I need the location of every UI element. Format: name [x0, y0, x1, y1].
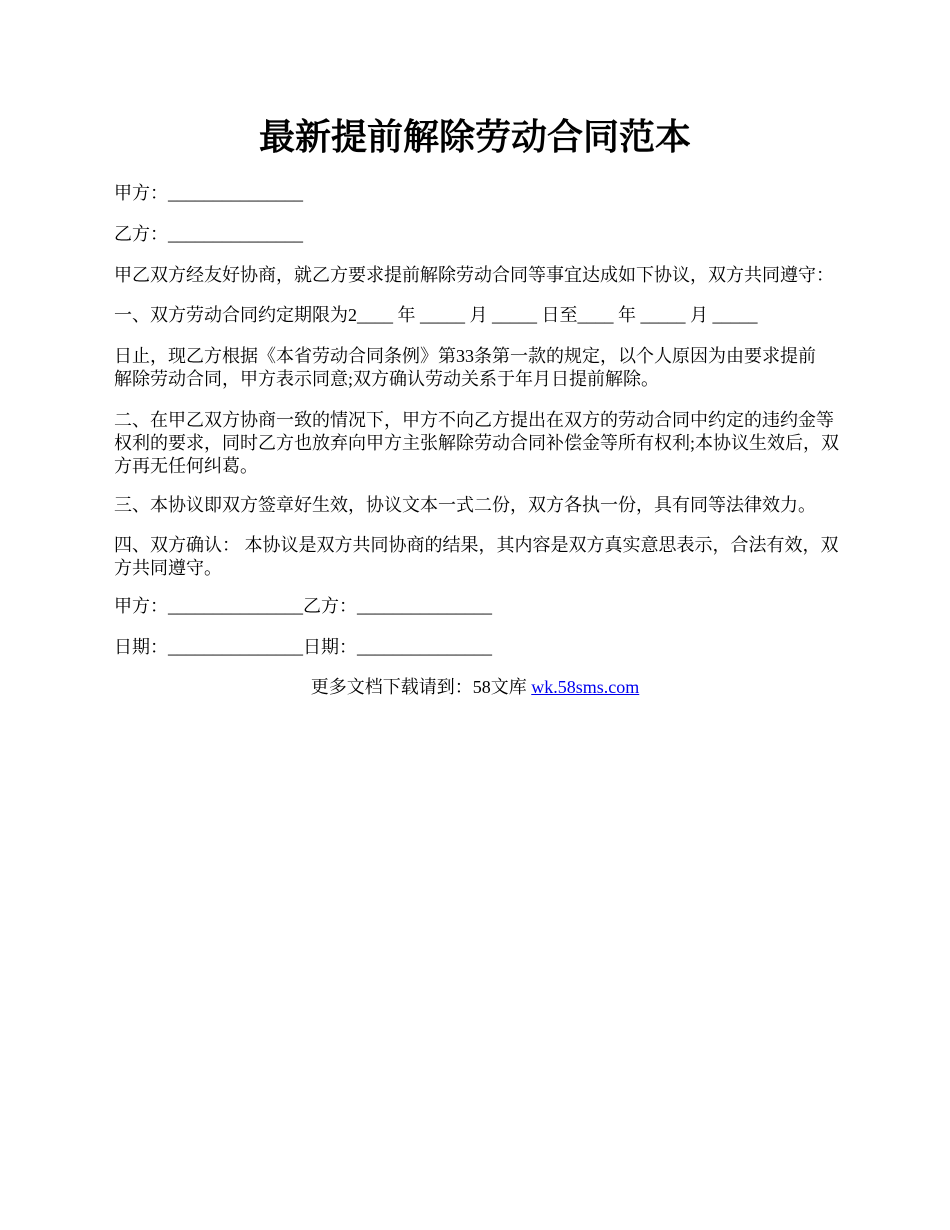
clause-1-line-2: 日止，现乙方根据《本省劳动合同条例》第33条第一款的规定，以个人原因为由要求提前解除劳动合同，甲方表示同意;双方确认劳动关系于年月日提前解除。 [114, 346, 816, 389]
date-line: 日期：_______________日期：_______________ [114, 637, 492, 657]
clause-2-paragraph: 二、在甲乙双方协商一致的情况下，甲方不向乙方提出在双方的劳动合同中约定的违约金等权利的要求，同时乙方也放弃向甲方主张解除劳动合同补偿金等所有权利;本协议生效后，双方再无任何纠葛。 [114, 410, 839, 476]
document-title: 最新提前解除劳动合同范本 [258, 117, 691, 157]
clause-3-paragraph: 三、本协议即双方签章好生效，协议文本一式二份，双方各执一份，具有同等法律效力。 [114, 495, 816, 515]
intro-paragraph: 甲乙双方经友好协商，就乙方要求提前解除劳动合同等事宜达成如下协议，双方共同遵守： [114, 265, 834, 285]
party-b-line: 乙方：_______________ [114, 224, 303, 244]
clause-1-line-1: 一、双方劳动合同约定期限为2____ 年 _____ 月 _____ 日至____ 年 _____ 月 _____ [114, 305, 758, 325]
party-a-line: 甲方：_______________ [114, 183, 303, 203]
footer-link[interactable]: wk.58sms.com [531, 677, 640, 697]
clause-4-paragraph: 四、双方确认： 本协议是双方共同协商的结果，其内容是双方真实意思表示，合法有效，双方共同遵守。 [114, 535, 839, 578]
signature-line: 甲方：_______________乙方：_______________ [114, 596, 492, 616]
footer [0, 676, 950, 699]
footer-text: 更多文档下载请到：58文库 [310, 677, 532, 697]
